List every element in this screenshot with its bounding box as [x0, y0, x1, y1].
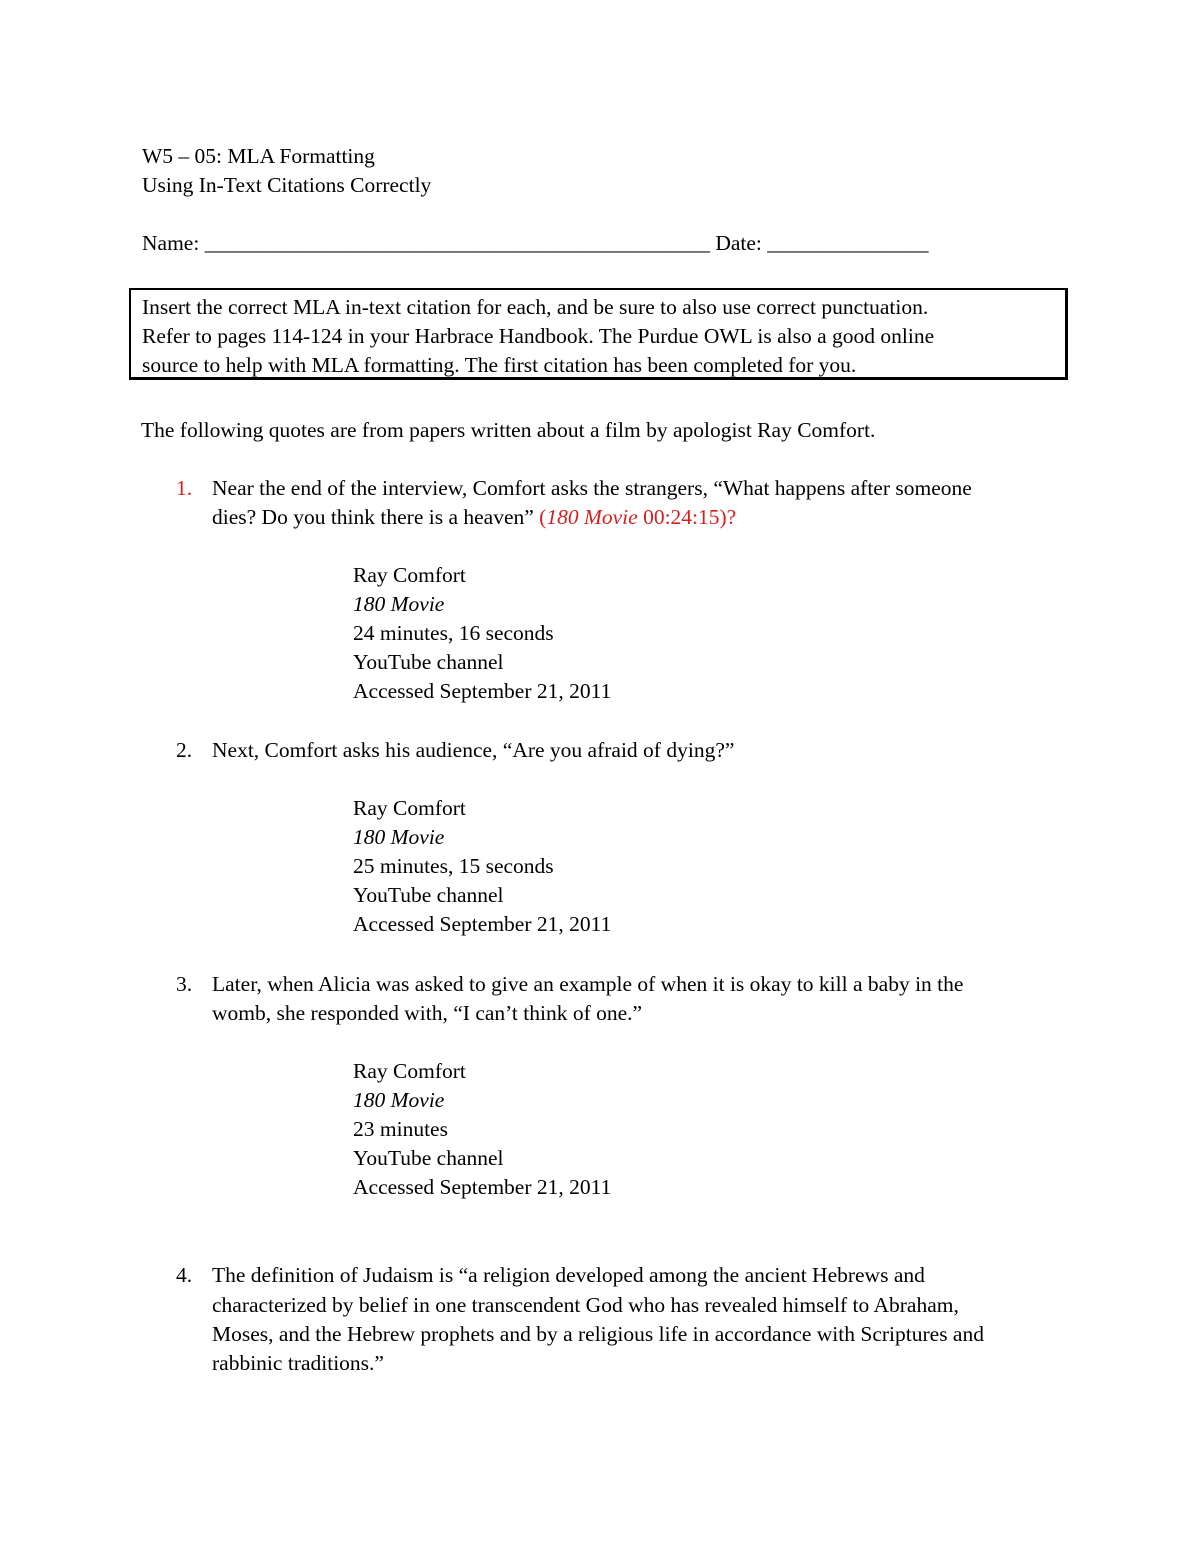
date-field[interactable]: _______________	[767, 231, 929, 255]
source-author: Ray Comfort	[353, 563, 466, 587]
question-number: 4.	[176, 1263, 193, 1287]
instructions-line-2: Refer to pages 114-124 in your Harbrace Handbook. The Purdue OWL is also a good online	[142, 324, 935, 348]
worksheet-subtitle: Using In-Text Citations Correctly	[142, 173, 432, 197]
question-text-line	[212, 505, 736, 530]
question-text-line: Near the end of the interview, Comfort asks the strangers, “What happens after someone	[212, 476, 972, 500]
source-time: 25 minutes, 15 seconds	[353, 854, 554, 878]
instructions-box	[129, 288, 1068, 380]
source-author: Ray Comfort	[353, 796, 466, 820]
source-accessed: Accessed September 21, 2011	[353, 912, 612, 936]
citation-answer	[539, 505, 736, 529]
source-channel: YouTube channel	[353, 1146, 504, 1170]
question-text-line: Next, Comfort asks his audience, “Are you afraid of dying?”	[212, 738, 735, 762]
citation-title: 180 Movie	[546, 505, 638, 529]
citation-time: 00:24:15)?	[637, 505, 737, 529]
question-text-line: Later, when Alicia was asked to give an example of when it is okay to kill a baby in the	[212, 972, 964, 996]
source-time: 23 minutes	[353, 1117, 448, 1141]
question-text-fragment: dies? Do you think there is a heaven”	[212, 505, 534, 529]
question-number: 2.	[176, 738, 193, 762]
source-accessed: Accessed September 21, 2011	[353, 1175, 612, 1199]
question-number: 3.	[176, 972, 193, 996]
source-title: 180 Movie	[353, 1088, 445, 1112]
question-text-line: rabbinic traditions.”	[212, 1351, 384, 1375]
source-channel: YouTube channel	[353, 650, 504, 674]
instructions-line-1: Insert the correct MLA in-text citation for each, and be sure to also use correct punctuation.	[142, 295, 929, 319]
intro-text: The following quotes are from papers written about a film by apologist Ray Comfort.	[141, 418, 876, 442]
question-number: 1.	[176, 476, 193, 500]
question-text-line: Moses, and the Hebrew prophets and by a religious life in accordance with Scriptures and	[212, 1322, 984, 1346]
question-text-line: characterized by belief in one transcendent God who has revealed himself to Abraham,	[212, 1293, 959, 1317]
source-author: Ray Comfort	[353, 1059, 466, 1083]
source-time: 24 minutes, 16 seconds	[353, 621, 554, 645]
source-accessed: Accessed September 21, 2011	[353, 679, 612, 703]
source-channel: YouTube channel	[353, 883, 504, 907]
source-title: 180 Movie	[353, 825, 445, 849]
name-row	[142, 231, 929, 256]
question-text-line: The definition of Judaism is “a religion developed among the ancient Hebrews and	[212, 1263, 925, 1287]
name-label: Name:	[142, 231, 200, 255]
question-text-line: womb, she responded with, “I can’t think of one.”	[212, 1001, 643, 1025]
worksheet-title: W5 – 05: MLA Formatting	[142, 144, 375, 168]
instructions-line-3: source to help with MLA formatting. The first citation has been completed for you.	[142, 353, 857, 377]
name-field[interactable]: _______________________________________________	[204, 231, 710, 255]
date-label: Date:	[715, 231, 762, 255]
source-title: 180 Movie	[353, 592, 445, 616]
citation-open-paren: (	[539, 505, 547, 529]
